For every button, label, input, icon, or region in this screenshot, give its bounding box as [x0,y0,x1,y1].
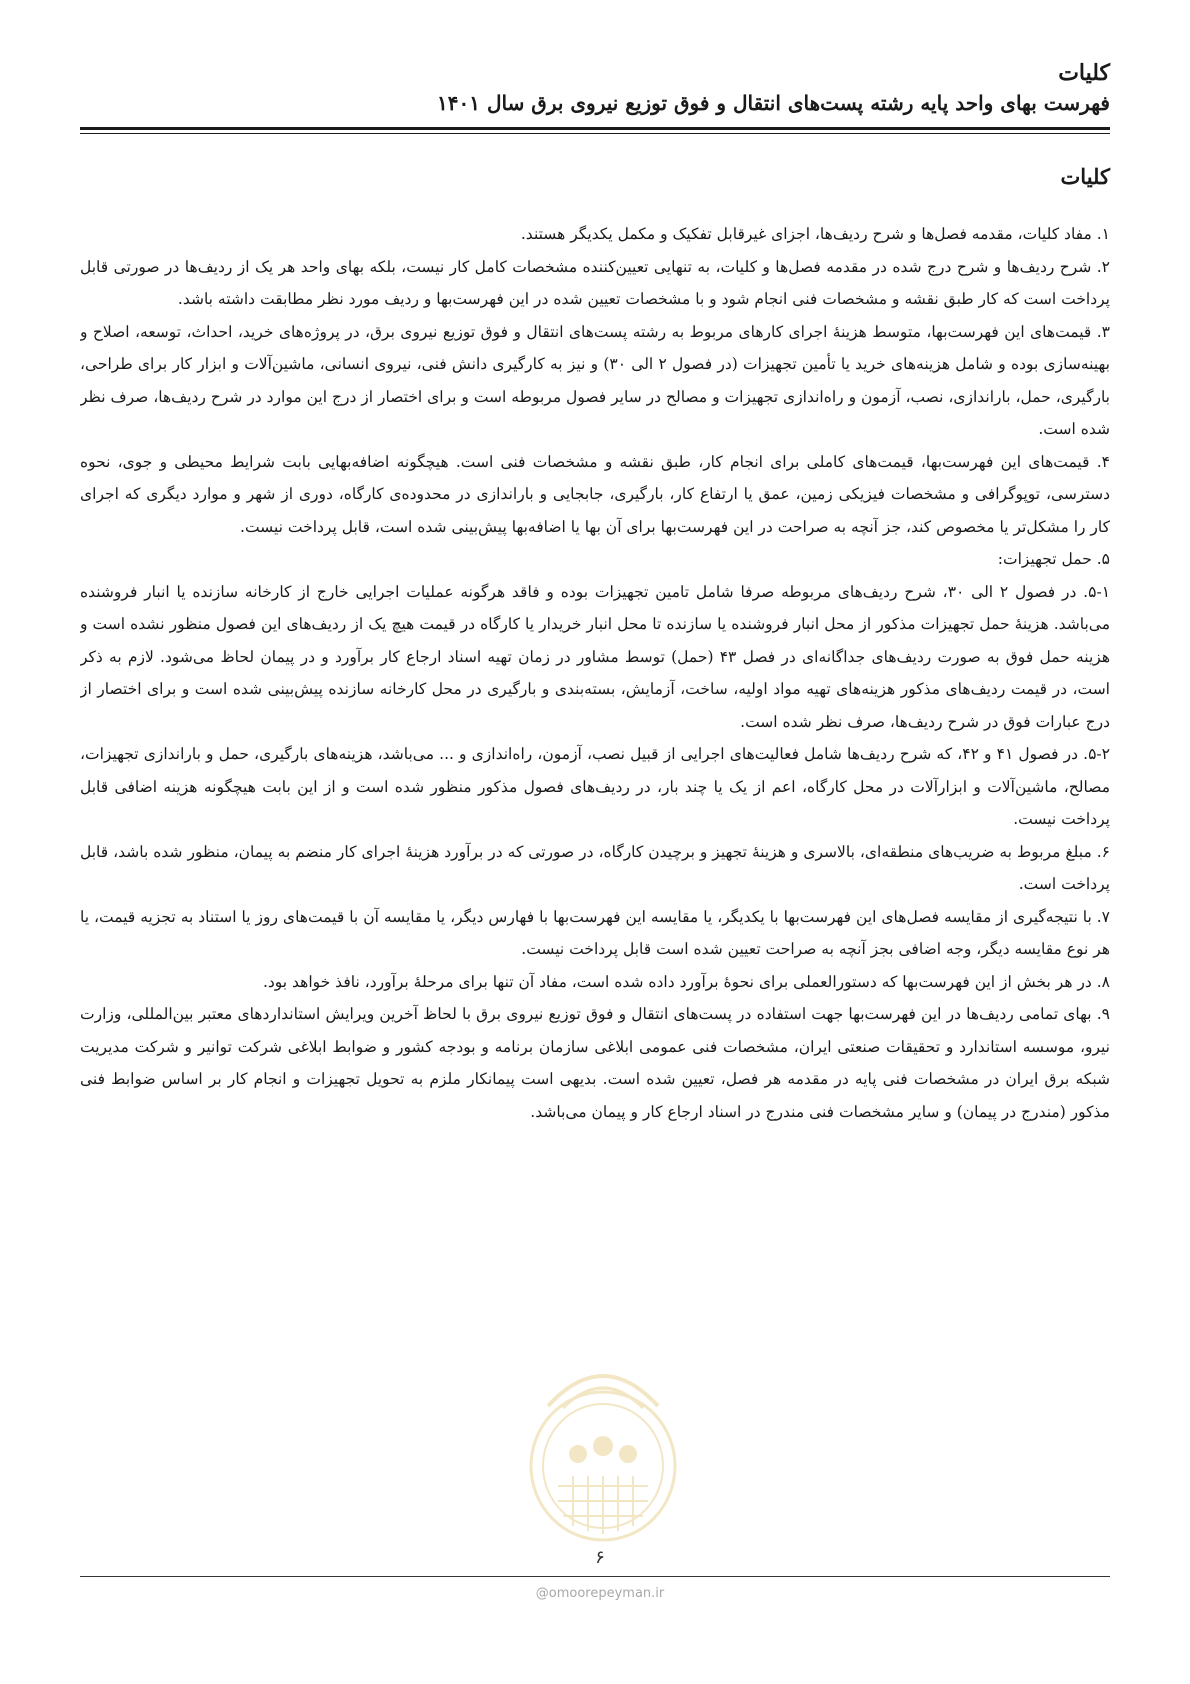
footer-divider [80,1576,1110,1577]
paragraph: ۵-۲. در فصول ۴۱ و ۴۲، که شرح ردیف‌ها شامل فعالیت‌های اجرایی از قبیل نصب، آزمون، راه‌اندازی و ... می‌باشد، هزینه‌های بارگیری، حمل و باراندازی تجهیزات، مصالح، ماشین‌آلات و ابزارآلات در محل کارگاه، اعم از یک یا چند بار، در ردیف‌های فصول مذکور منظور شده است و از این بابت هیچگونه هزینه اضافی قابل پرداخت نیست. [80,745,1110,828]
paragraph: ۱. مفاد کلیات، مقدمه فصل‌ها و شرح ردیف‌ها، اجزای غیرقابل تفکیک و مکمل یکدیگر هستند. [520,225,1110,243]
header-divider-thick [80,127,1110,130]
paragraph: ۲. شرح ردیف‌ها و شرح درج شده در مقدمه فصل‌ها و کلیات، به تنهایی تعیین‌کننده مشخصات کامل کار نیست، بلکه بهای واحد هر یک از ردیف‌ها در صورتی قابل پرداخت است که کار طبق نقشه و مشخصات فنی انجام شود و با مشخصات تعیین شده در این فهرست‌بها و ردیف مورد نظر مطابقت داشته باشد. [80,257,1110,308]
header-divider-thin [80,133,1110,134]
website-watermark: @omoorepeyman.ir [535,1586,665,1601]
section-heading: کلیات [1060,164,1110,189]
page-header [80,58,1110,118]
page-number: ۶ [595,1547,605,1568]
header-subtitle: فهرست بهای واحد پایه رشته پست‌های انتقال و فوق توزیع نیروی برق سال ۱۴۰۱ [437,91,1110,115]
paragraph: ۸. در هر بخش از این فهرست‌بها که دستورالعملی برای نحوهٔ برآورد داده شده است، مفاد آن تنها برای مرحلهٔ برآورد، نافذ خواهد بود. [262,972,1110,991]
paragraph: ۵. حمل تجهیزات: [997,550,1110,568]
paragraph: ۵-۱. در فصول ۲ الی ۳۰، شرح ردیف‌های مربوطه صرفا شامل تامین تجهیزات بوده و فاقد هرگونه عملیات اجرایی خارج از کارخانه سازنده یا انبار فروشنده می‌باشد. هزینهٔ حمل تجهیزات مذکور از محل انبار فروشنده یا سازنده تا محل انبار خریدار یا کارگاه در قیمت هیچ یک از ردیف‌های این فصول منظور نشده است و هزینه حمل فوق به صورت ردیف‌های جداگانه‌ای در فصل ۴۳ (حمل) توسط مشاور در زمان تهیه اسناد ارجاع کار برآورد و در پیمان لحاظ می‌شود. لازم به ذکر است، در قیمت ردیف‌های مذکور هزینه‌های تهیه مواد اولیه، ساخت، آزمایش، بسته‌بندی و بارگیری در محل کارخانه سازنده پیش‌بینی شده است و برای اختصار از درج عبارات فوق در شرح ردیف‌ها، صرف نظر شده است. [80,582,1110,731]
header-title: کلیات [1058,60,1110,86]
paragraph: ۹. بهای تمامی ردیف‌ها در این فهرست‌بها جهت استفاده در پست‌های انتقال و فوق توزیع نیروی برق با لحاظ آخرین ویرایش استانداردهای معتبر بین‌المللی، وزارت نیرو، موسسه استاندارد و تحقیقات صنعتی ایران، مشخصات فنی عمومی ابلاغی سازمان برنامه و بودجه کشور و ضوابط ابلاغی شرکت توانیر و شرکت مدیریت شبکه برق ایران در مشخصات فنی پایه در مقدمه هر فصل، تعیین شده است. بدیهی است پیمانکار ملزم به تحویل تجهیزات و انجام کار بر اساس ضوابط فنی مذکور (مندرج در پیمان) و سایر مشخصات فنی مندرج در اسناد ارجاع کار و پیمان می‌باشد. [80,1005,1110,1121]
paragraph: ۶. مبلغ مربوط به ضریب‌های منطقه‌ای، بالاسری و هزینهٔ تجهیز و برچیدن کارگاه، در صورتی که در برآورد هزینهٔ اجرای کار منضم به پیمان، منظور شده باشد، قابل پرداخت است. [80,842,1110,893]
omoorepeyman-logo-watermark-icon [518,1346,688,1546]
paragraph: ۴. قیمت‌های این فهرست‌بها، قیمت‌های کاملی برای انجام کار، طبق نقشه و مشخصات فنی است. هیچگونه اضافه‌بهایی بابت شرایط محیطی و جوی، نحوه دسترسی، توپوگرافی و مشخصات فیزیکی زمین، عمق یا ارتفاع کار، بارگیری، جابجایی و باراندازی در محدوده‌ی کارگاه، دوری از شهر و موارد دیگری که اجرای کار را مشکل‌تر یا مخصوص کند، جز آنچه به صراحت در این فهرست‌بها برای آن بها یا اضافه‌بها پیش‌بینی شده است، قابل پرداخت نیست. [80,452,1110,536]
document-body [80,218,1110,1518]
paragraph: ۳. قیمت‌های این فهرست‌بها، متوسط هزینهٔ اجرای کارهای مربوط به رشته پست‌های انتقال و فوق توزیع نیروی برق، در پروژه‌های خرید، احداث، توسعه، اصلاح و بهینه‌سازی بوده و شامل هزینه‌های خرید یا تأمین تجهیزات (در فصول ۲ الی ۳۰) و نیز به کارگیری دانش فنی، نیروی انسانی، ماشین‌آلات و ابزار کار برای طراحی، بارگیری، حمل، باراندازی، نصب، آزمون و راه‌اندازی تجهیزات و مصالح در سایر فصول مربوطه است و برای اختصار از درج این موارد در شرح ردیف‌ها، صرف نظر شده است. [80,322,1110,438]
paragraph: ۷. با نتیجه‌گیری از مقایسه فصل‌های این فهرست‌بها با یکدیگر، یا مقایسه این فهرست‌بها با فهارس دیگر، یا مقایسه آن با قیمت‌های روز یا استناد به تجزیه قیمت، یا هر نوع مقایسه دیگر، وجه اضافی بجز آنچه به صراحت تعیین شده است قابل پرداخت نیست. [80,907,1110,958]
